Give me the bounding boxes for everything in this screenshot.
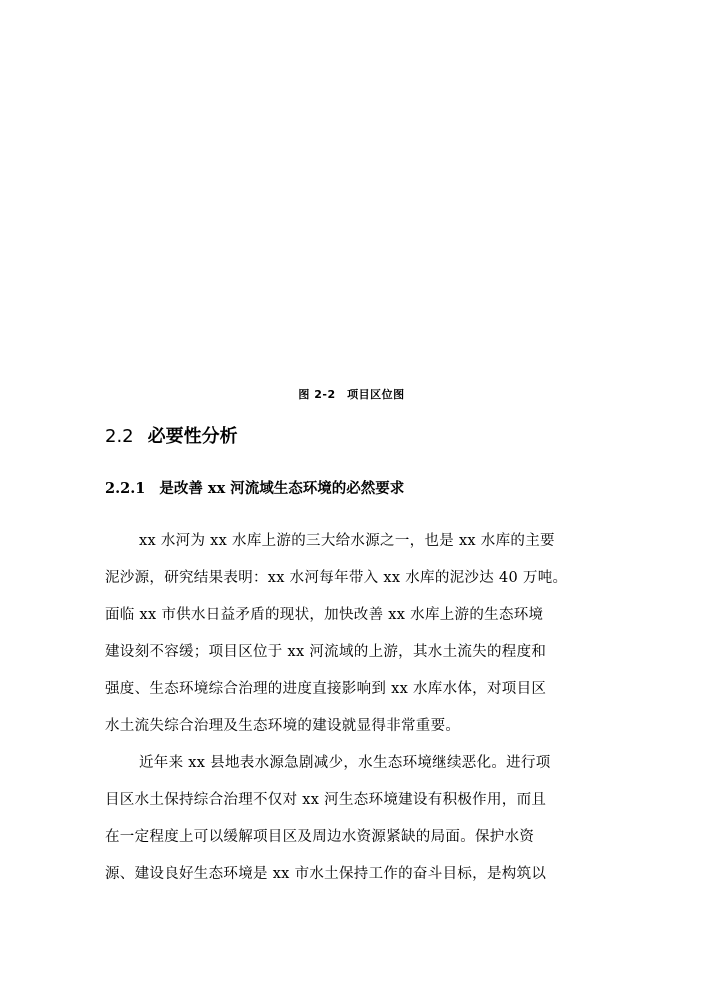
section-number: 2.2 [105, 426, 134, 447]
figure-image-area [105, 40, 595, 370]
body-line: 近年来 xx 县地表水源急剧减少，水生态环境继续恶化。进行项 [139, 755, 551, 771]
subsection-title: 是改善 xx 河流域生态环境的必然要求 [159, 480, 405, 497]
body-line: xx 水河为 xx 水库上游的三大给水源之一，也是 xx 水库的主要 [139, 533, 555, 549]
section-title: 必要性分析 [147, 426, 238, 447]
subsection-heading [105, 477, 404, 498]
section-heading [105, 422, 238, 448]
body-line: 水土流失综合治理及生态环境的建设就显得非常重要。 [105, 718, 461, 734]
body-line: 目区水土保持综合治理不仅对 xx 河生态环境建设有积极作用，而且 [105, 792, 547, 808]
subsection-number: 2.2.1 [105, 480, 146, 497]
body-line: 泥沙源，研究结果表明：xx 水河每年带入 xx 水库的泥沙达 40 万吨。 [105, 570, 568, 586]
body-line: 面临 xx 市供水日益矛盾的现状，加快改善 xx 水库上游的生态环境 [105, 607, 544, 623]
figure-caption: 图 2-2 项目区位图 [298, 388, 405, 401]
body-line: 强度、生态环境综合治理的进度直接影响到 xx 水库水体，对项目区 [105, 681, 547, 697]
body-line: 源、建设良好生态环境是 xx 市水土保持工作的奋斗目标，是构筑以 [105, 866, 547, 882]
body-line: 建设刻不容缓；项目区位于 xx 河流域的上游，其水土流失的程度和 [105, 644, 547, 660]
body-line: 在一定程度上可以缓解项目区及周边水资源紧缺的局面。保护水资 [105, 829, 535, 845]
